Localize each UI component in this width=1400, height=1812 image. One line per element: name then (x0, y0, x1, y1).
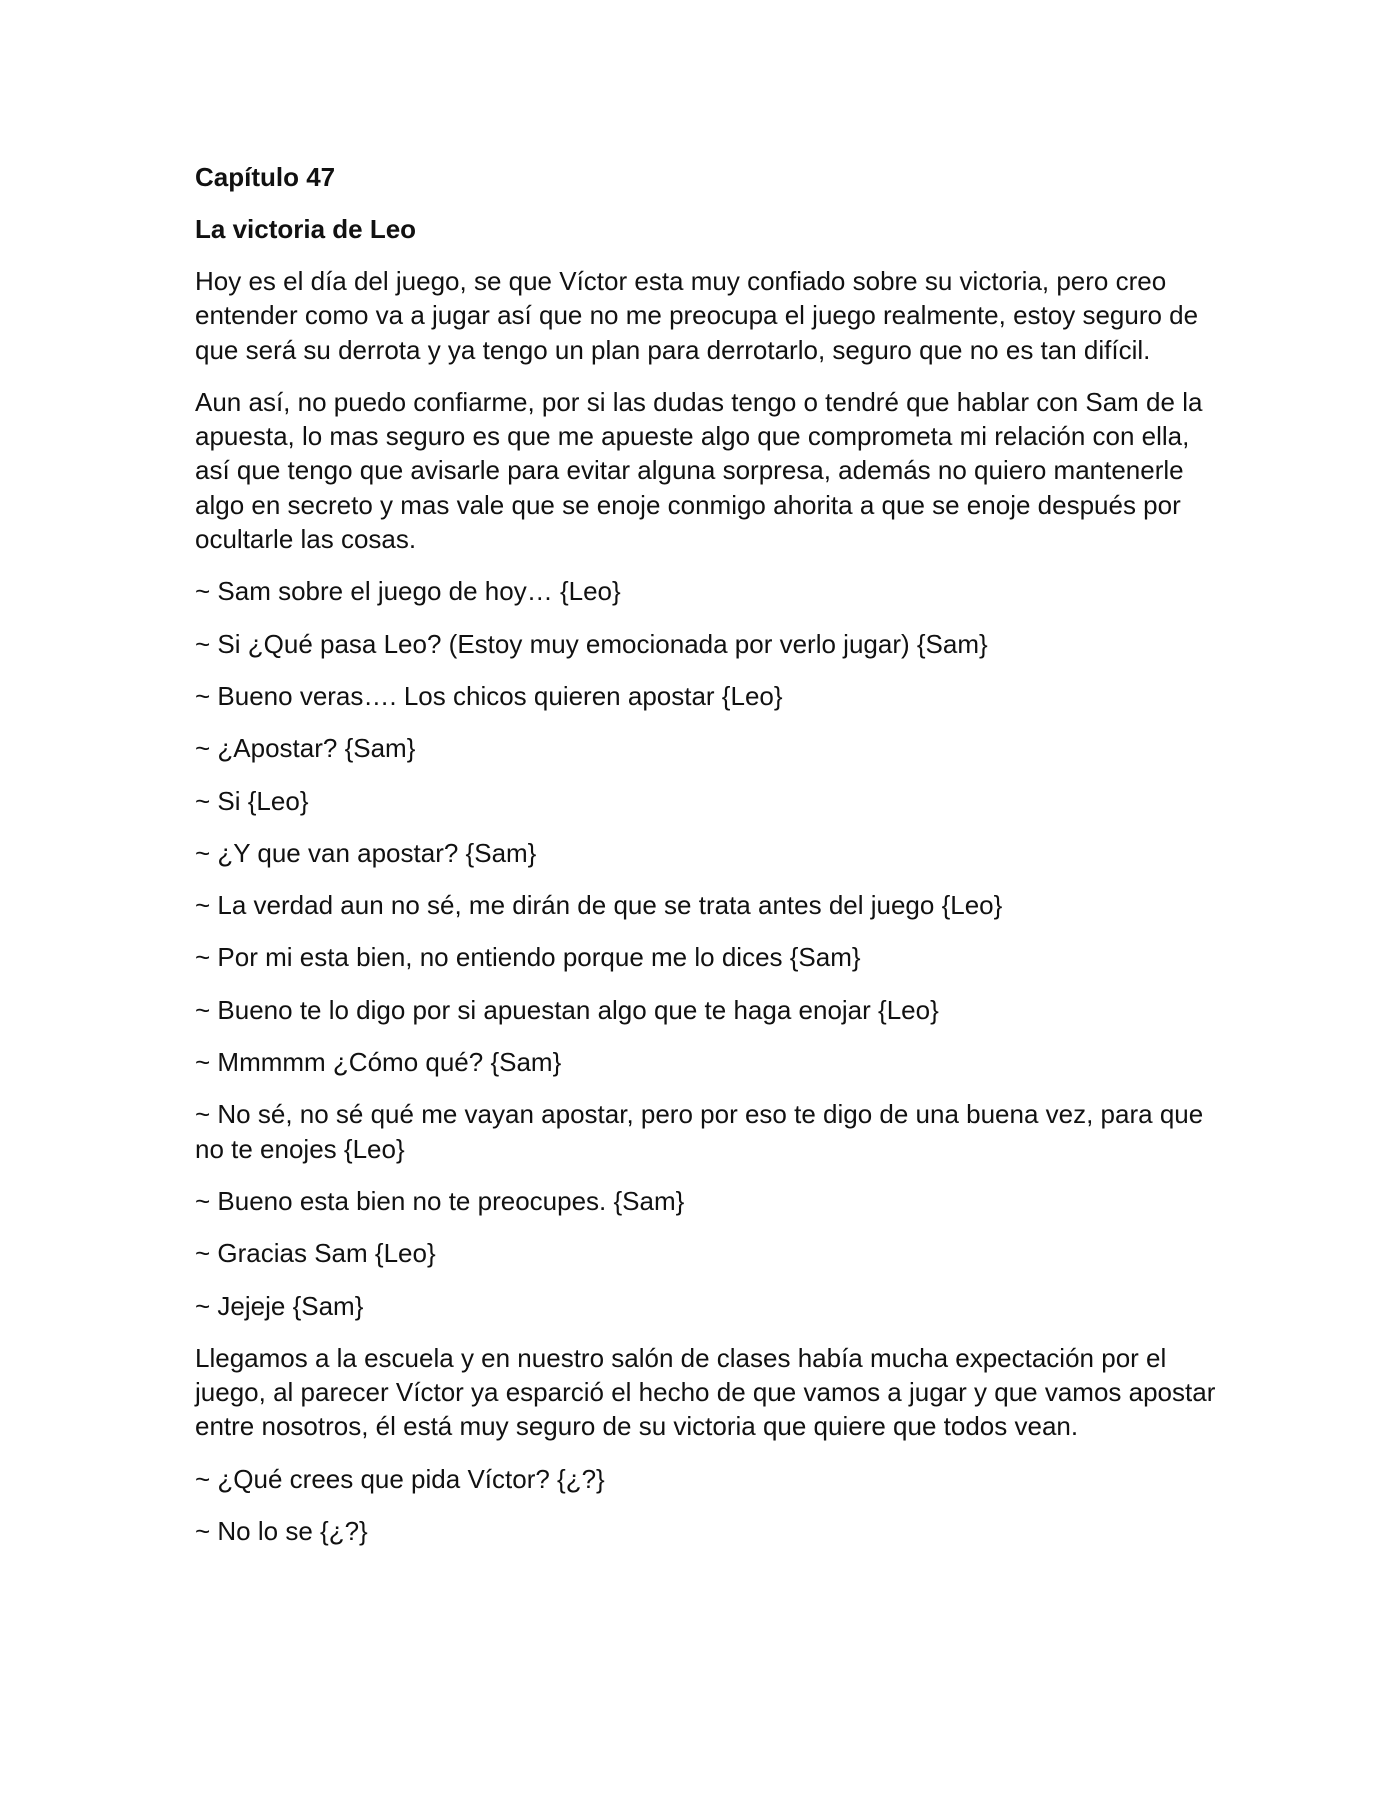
dialogue-line: ~ ¿Qué crees que pida Víctor? {¿?} (195, 1463, 605, 1494)
dialogue-line: ~ Si {Leo} (195, 785, 309, 816)
document-body (195, 160, 1225, 1566)
dialogue-line: ~ Gracias Sam {Leo} (195, 1238, 436, 1269)
dialogue-line: ~ Bueno te lo digo por si apuestan algo que te haga enojar {Leo} (195, 994, 939, 1025)
dialogue-line: ~ La verdad aun no sé, me dirán de que se trata antes del juego {Leo} (195, 890, 1003, 921)
dialogue-line: ~ Bueno veras…. Los chicos quieren apostar {Leo} (195, 680, 783, 711)
paragraph: Hoy es el día del juego, se que Víctor esta muy confiado sobre su victoria, pero creo entender como va a jugar así que no me preocupa el juego realmente, estoy seguro de que será su derrota y ya tengo un plan para derrotarlo, seguro que no es tan difícil. (195, 266, 1199, 365)
dialogue-line: ~ No lo se {¿?} (195, 1516, 368, 1547)
dialogue-line: ~ Mmmmm ¿Cómo qué? {Sam} (195, 1047, 562, 1078)
dialogue-line: ~ Por mi esta bien, no entiendo porque me lo dices {Sam} (195, 942, 861, 973)
dialogue-line: ~ ¿Apostar? {Sam} (195, 733, 416, 764)
dialogue-line: ~ Bueno esta bien no te preocupes. {Sam} (195, 1185, 685, 1216)
chapter-label: Capítulo 47 (195, 162, 336, 192)
dialogue-line: ~ Jejeje {Sam} (195, 1290, 364, 1321)
paragraph: Aun así, no puedo confiarme, por si las dudas tengo o tendré que hablar con Sam de la apuesta, lo mas seguro es que me apueste algo que comprometa mi relación con ella, así que tengo que avisarle para evitar alguna sorpresa, además no quiero mantenerle algo en secreto y mas vale que se enoje conmigo ahorita a que se enoje después por ocultarle las cosas. (195, 386, 1203, 555)
paragraph: Llegamos a la escuela y en nuestro salón de clases había mucha expectación por el juego, al parecer Víctor ya esparció el hecho de que vamos a jugar y que vamos apostar entre nosotros, él está muy seguro de su victoria que quiere que todos vean. (195, 1342, 1216, 1442)
dialogue-line: ~ Sam sobre el juego de hoy… {Leo} (195, 576, 621, 607)
chapter-title: La victoria de Leo (195, 214, 417, 244)
dialogue-line: ~ ¿Y que van apostar? {Sam} (195, 837, 537, 868)
dialogue-line: ~ No sé, no sé qué me vayan apostar, pero por eso te digo de una buena vez, para que no te enojes {Leo} (195, 1099, 1204, 1164)
dialogue-line: ~ Si ¿Qué pasa Leo? (Estoy muy emocionada por verlo jugar) {Sam} (195, 628, 988, 659)
